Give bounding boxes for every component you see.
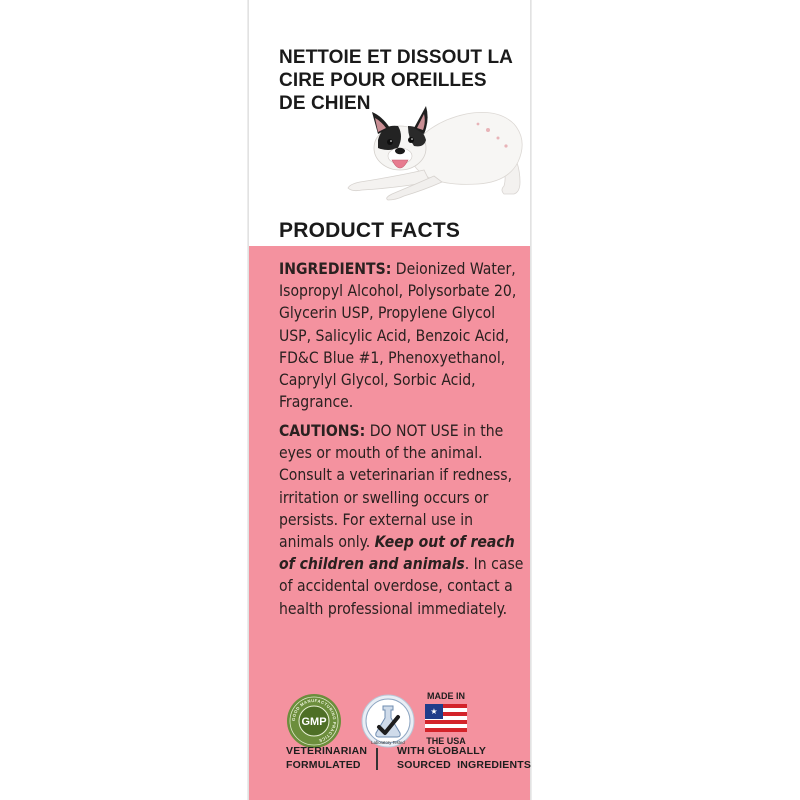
cautions-body-2: . In case of accidental overdose, contact a health professional immediately. [279,555,524,618]
usa-top-label: MADE IN [427,691,465,701]
ingredients-label: INGREDIENTS: [279,260,392,278]
gmp-ring-text: GOOD MANUFACTURING PRACTICE [290,697,338,744]
gmp-seal-icon [286,693,342,749]
product-facts-heading: PRODUCT FACTS [279,219,461,242]
french-bulldog-icon [338,90,538,210]
headline-line-3: DE CHIEN [279,93,371,114]
foot-left-line-1: VETERINARIAN [286,745,368,757]
foot-right-line-2: SOURCED INGREDIENTS [397,759,532,771]
lab-label: Laboratory Tested [371,740,405,745]
headline-line-1: NETTOIE ET DISSOUT LA [279,47,513,68]
usa-bottom-label: THE USA [426,736,466,746]
headline-line-2: CIRE POUR OREILLES [279,70,487,91]
cautions-text [279,420,524,620]
ingredients-list: Deionized Water, Isopropyl Alcohol, Polysorbate 20, Glycerin USP, Propylene Glycol USP, Salicylic Acid, Benzoic Acid, FD&C Blue #1, Phenoxyethanol, Caprylyl Glycol, Sorbic Acid, Fragrance. [279,260,517,412]
foot-left-line-2: FORMULATED [286,759,361,771]
globally-sourced [397,744,531,772]
ingredients-text [279,258,524,413]
cautions-label: CAUTIONS: [279,422,366,440]
gmp-label: GMP [301,716,327,728]
foot-right-line-1: WITH GLOBALLY [397,745,487,757]
cautions-body-1: DO NOT USE in the eyes or mouth of the animal. Consult a veterinarian if redness, irritation or swelling occurs or persists. For external use in animals only. [279,422,513,552]
laboratory-tested-icon [360,693,416,749]
footer-divider [376,748,378,770]
svg-text:★: ★ [430,707,438,716]
veterinarian-formulated [286,744,367,772]
cautions-emphasis: Keep out of reach of children and animals [279,533,515,574]
